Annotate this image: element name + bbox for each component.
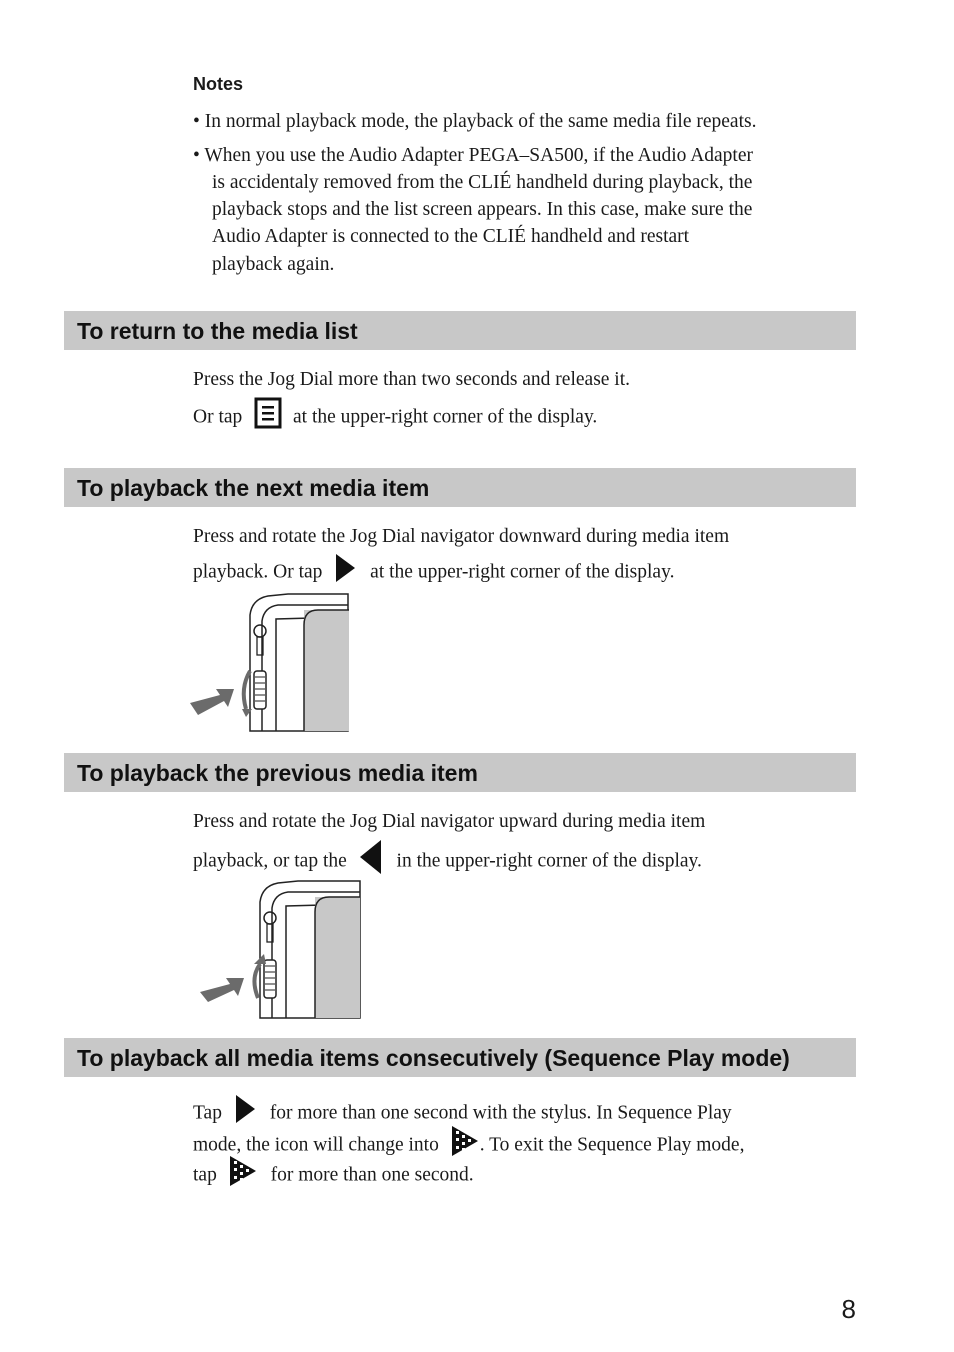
- notes-heading: Notes: [193, 74, 244, 94]
- body-line: Press and rotate the Jog Dial navigator downward during media item: [193, 526, 730, 547]
- section-heading-bar: [64, 1038, 856, 1077]
- note-line: When you use the Audio Adapter PEGA–SA500, if the Audio Adapter: [204, 145, 753, 166]
- section-heading-bar: [64, 753, 856, 792]
- next-arrow-icon: [333, 553, 357, 593]
- text-run: mode, the icon will change into: [193, 1134, 439, 1156]
- text-run: playback, or tap the: [193, 850, 347, 872]
- note-item-1: [193, 108, 756, 136]
- section-heading: To playback the previous media item: [77, 760, 478, 786]
- text-run: Or tap: [193, 406, 243, 428]
- sequence-play-icon: [228, 1155, 258, 1197]
- previous-arrow-icon: [358, 839, 384, 885]
- text-run: . To exit the Sequence Play mode,: [479, 1134, 745, 1156]
- body-line: Press the Jog Dial more than two seconds and release it.: [193, 369, 631, 390]
- text-run: in the upper-right corner of the display.: [396, 850, 702, 872]
- section-heading: To playback all media items consecutively (Sequence Play mode): [77, 1045, 790, 1071]
- bullet: •: [193, 145, 200, 166]
- body-line: Press and rotate the Jog Dial navigator upward during media item: [193, 811, 706, 832]
- note-line: playback again.: [212, 254, 335, 275]
- jog-dial-upward-illustration: [198, 880, 363, 1025]
- text-run: playback. Or tap: [193, 561, 323, 583]
- body-line: [193, 397, 597, 439]
- section-heading: To playback the next media item: [77, 475, 430, 501]
- section-heading-bar: [64, 311, 856, 350]
- text-run: tap: [193, 1164, 217, 1186]
- text-run: Tap: [193, 1102, 222, 1124]
- list-menu-icon: [254, 397, 282, 439]
- body-line: [193, 839, 702, 885]
- note-line: is accidentaly removed from the CLIÉ handheld during playback, the: [212, 172, 753, 193]
- page-number: 8: [841, 1294, 856, 1324]
- text-run: at the upper-right corner of the display.: [293, 406, 598, 428]
- section-heading: To return to the media list: [77, 318, 358, 344]
- text-run: for more than one second.: [270, 1164, 474, 1186]
- text-run: for more than one second with the stylus. In Sequence Play: [269, 1102, 732, 1124]
- jog-dial-downward-illustration: [188, 593, 353, 738]
- bullet: •: [193, 111, 200, 132]
- text-run: at the upper-right corner of the display.: [370, 561, 675, 583]
- note-line: Audio Adapter is connected to the CLIÉ handheld and restart: [212, 226, 690, 247]
- note-text: In normal playback mode, the playback of the same media file repeats.: [204, 111, 757, 132]
- section-heading-bar: [64, 468, 856, 507]
- note-item-2: [193, 142, 753, 170]
- note-line: playback stops and the list screen appears. In this case, make sure the: [212, 199, 753, 220]
- body-line: [193, 553, 674, 593]
- body-line: [193, 1155, 474, 1197]
